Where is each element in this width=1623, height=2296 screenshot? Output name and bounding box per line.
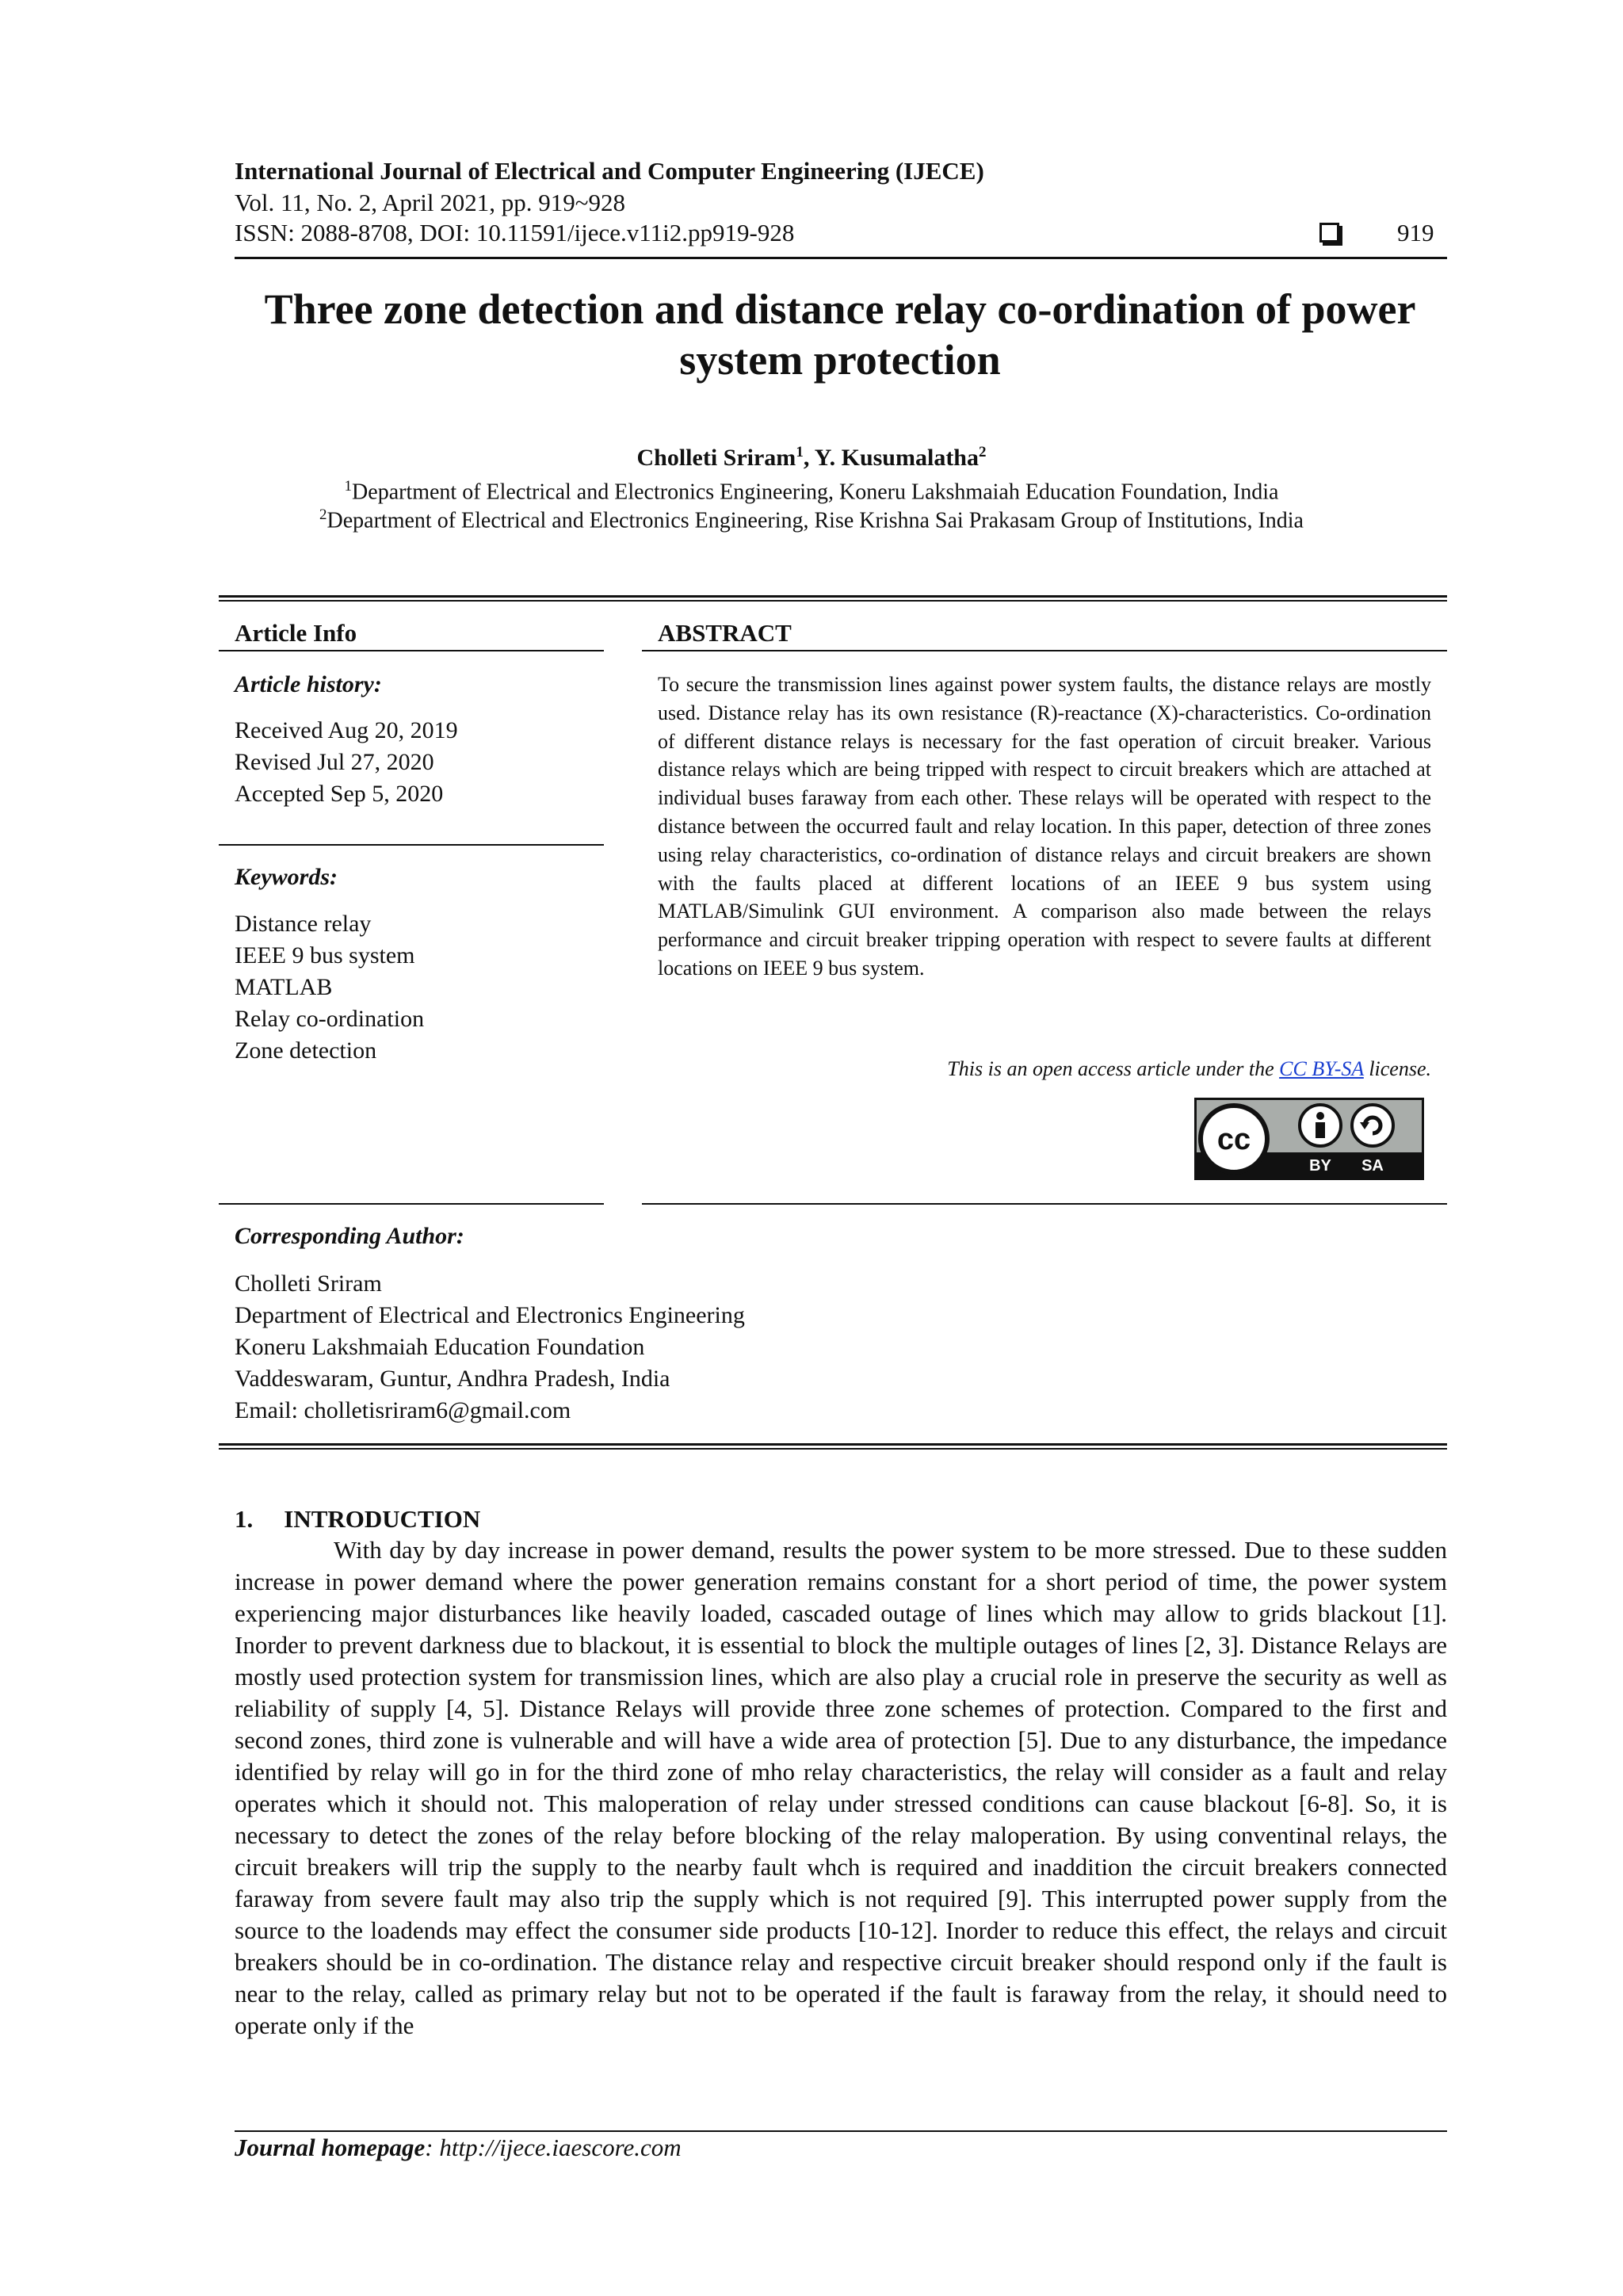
corresponding-email: Email: cholletisriram6@gmail.com (235, 1397, 571, 1423)
abstract-heading: ABSTRACT (658, 619, 792, 647)
share-alike-icon (1352, 1105, 1393, 1146)
page-number: 919 (1397, 219, 1434, 246)
article-info-heading: Article Info (235, 619, 357, 647)
footer-rule (235, 2130, 1447, 2132)
corresponding-line: Vaddeswaram, Guntur, Andhra Pradesh, India (235, 1366, 670, 1392)
keywords-list (235, 908, 424, 1067)
affiliation (0, 478, 1623, 505)
homepage-label: Journal homepage (235, 2134, 426, 2161)
svg-text:cc: cc (1216, 1123, 1251, 1156)
cc-by-sa-badge[interactable] (1194, 1098, 1424, 1180)
checkbox-glyph-icon (1319, 223, 1339, 243)
badge-label-by: BY (1309, 1157, 1331, 1175)
keyword: Zone detection (235, 1037, 377, 1064)
introduction-heading (235, 1505, 480, 1534)
history-item: Accepted Sep 5, 2020 (235, 781, 444, 807)
keyword: IEEE 9 bus system (235, 942, 415, 968)
author-list (0, 444, 1623, 472)
cc-badge-graphic (1197, 1100, 1422, 1178)
badge-label-sa: SA (1361, 1157, 1384, 1175)
journal-homepage (235, 2134, 682, 2162)
author-superscript: 2 (979, 444, 987, 460)
open-access-prefix: This is an open access article under the (947, 1057, 1280, 1080)
history-item: Received Aug 20, 2019 (235, 717, 458, 743)
abstract-rule (642, 650, 1447, 651)
affiliation-superscript: 2 (319, 506, 327, 523)
header-rule (235, 257, 1447, 259)
corresponding-line: Cholleti Sriram (235, 1270, 382, 1297)
affiliation-superscript: 1 (344, 478, 353, 495)
volume-info: Vol. 11, No. 2, April 2021, pp. 919~928 (235, 189, 625, 216)
corresponding-line: Koneru Lakshmaiah Education Foundation (235, 1334, 645, 1360)
author-separator: , (803, 445, 815, 471)
license-link[interactable]: CC BY-SA (1279, 1057, 1364, 1080)
keyword: MATLAB (235, 974, 333, 1000)
open-access-suffix: license. (1363, 1057, 1431, 1080)
introduction-text: With day by day increase in power demand, results the power system to be more stressed. Due to these sudden increase in power demand where the power generation remains constant for a short period of time, the power system experiencing major disturbances like heavily loaded, cascaded outage of lines which may allow to grids blackout [1]. Inorder to prevent darkness due to blackout, it is essential to block the multiple outages of lines [2, 3]. Distance Relays are mostly used protection system for transmission lines, which are also play a crucial role in preserve the security as well as reliability of supply [4, 5]. Distance Relays will provide three zone schemes of protection. Compared to the first and second zones, third zone is vulnerable and will have a wide area of protection [5]. Due to any disturbance, the impedance identified by relay will go in for the third zone of mho relay characteristics, the relay will consider as a fault and relay operates which it should not. This maloperation of relay under stressed conditions can cause blackout [6-8]. So, it is necessary to detect the zones of the relay before blocking of the relay maloperation. By using conventinal relays, the circuit breakers will trip the supply to the nearby fault whch is required and inaddition the circuit breakers connected faraway from severe fault may also trip the supply which is not required [9]. This interrupted power supply from the source to the loadends may effect the consumer side products [10-12]. Inorder to reduce this effect, the relays and circuit breakers should be in co-ordination. The distance relay and respective circuit breaker should respond only if the fault is near to the relay, called as primary relay but not to be operated if the fault is faraway from the relay, it should need to operate only if the (235, 1536, 1447, 2039)
homepage-colon: : (425, 2134, 440, 2161)
corresponding-author-details (235, 1268, 745, 1427)
keywords-heading: Keywords: (235, 864, 338, 890)
section-title: INTRODUCTION (284, 1505, 481, 1533)
open-access-note (658, 1057, 1431, 1081)
section-double-rule-bottom (219, 1443, 1447, 1450)
affiliation-text: Department of Electrical and Electronics Engineering, Koneru Lakshmaiah Education Foundation, India (352, 479, 1279, 505)
corresponding-line: Department of Electrical and Electronics Engineering (235, 1302, 745, 1328)
author-name: Cholleti Sriram (636, 445, 796, 471)
article-info-bottom-rule (219, 1203, 604, 1205)
section-double-rule (219, 595, 1447, 602)
title-line-1: Three zone detection and distance relay co-ordination of power (264, 285, 1416, 333)
keyword: Distance relay (235, 911, 372, 937)
history-item: Revised Jul 27, 2020 (235, 749, 434, 775)
history-rule (219, 844, 604, 846)
affiliation-text: Department of Electrical and Electronics Engineering, Rise Krishna Sai Prakasam Group of Institutions, India (327, 508, 1304, 533)
article-history-heading: Article history: (235, 671, 382, 697)
homepage-url[interactable]: http://ijece.iaescore.com (439, 2134, 682, 2161)
issn-doi: ISSN: 2088-8708, DOI: 10.11591/ijece.v11i2.pp919-928 (235, 219, 795, 246)
abstract-text: To secure the transmission lines against power system faults, the distance relays are mostly used. Distance relay has its own resistance (R)-reactance (X)-characteristics. Co-ordination of different distance relays is necessary for the fast operation of circuit breaker. Various distance relays which are being tripped with respect to circuit breakers which are attached at individual buses faraway from each other. These relays will be operated with respect to the distance between the occurred fault and relay location. In this paper, detection of three zones using relay characteristics, co-ordination of distance relays and circuit breakers are shown with the faults placed at different locations of an IEEE 9 bus system using MATLAB/Simulink GUI environment. A comparison also made between the relays performance and circuit breaker tripping operation with respect to severe faults at different locations on IEEE 9 bus system. (658, 673, 1431, 980)
author-superscript: 1 (796, 444, 804, 460)
corresponding-author-heading: Corresponding Author: (235, 1223, 464, 1249)
journal-name: International Journal of Electrical and Computer Engineering (IJECE) (235, 157, 984, 185)
keyword: Relay co-ordination (235, 1006, 425, 1032)
affiliation (0, 506, 1623, 533)
title-line-2: system protection (679, 336, 1001, 384)
abstract-bottom-rule (642, 1203, 1447, 1205)
section-number: 1. (235, 1505, 254, 1533)
history-list (235, 715, 458, 810)
article-info-rule (219, 650, 604, 651)
author-name: Y. Kusumalatha (814, 445, 979, 471)
paper-title (198, 284, 1482, 385)
